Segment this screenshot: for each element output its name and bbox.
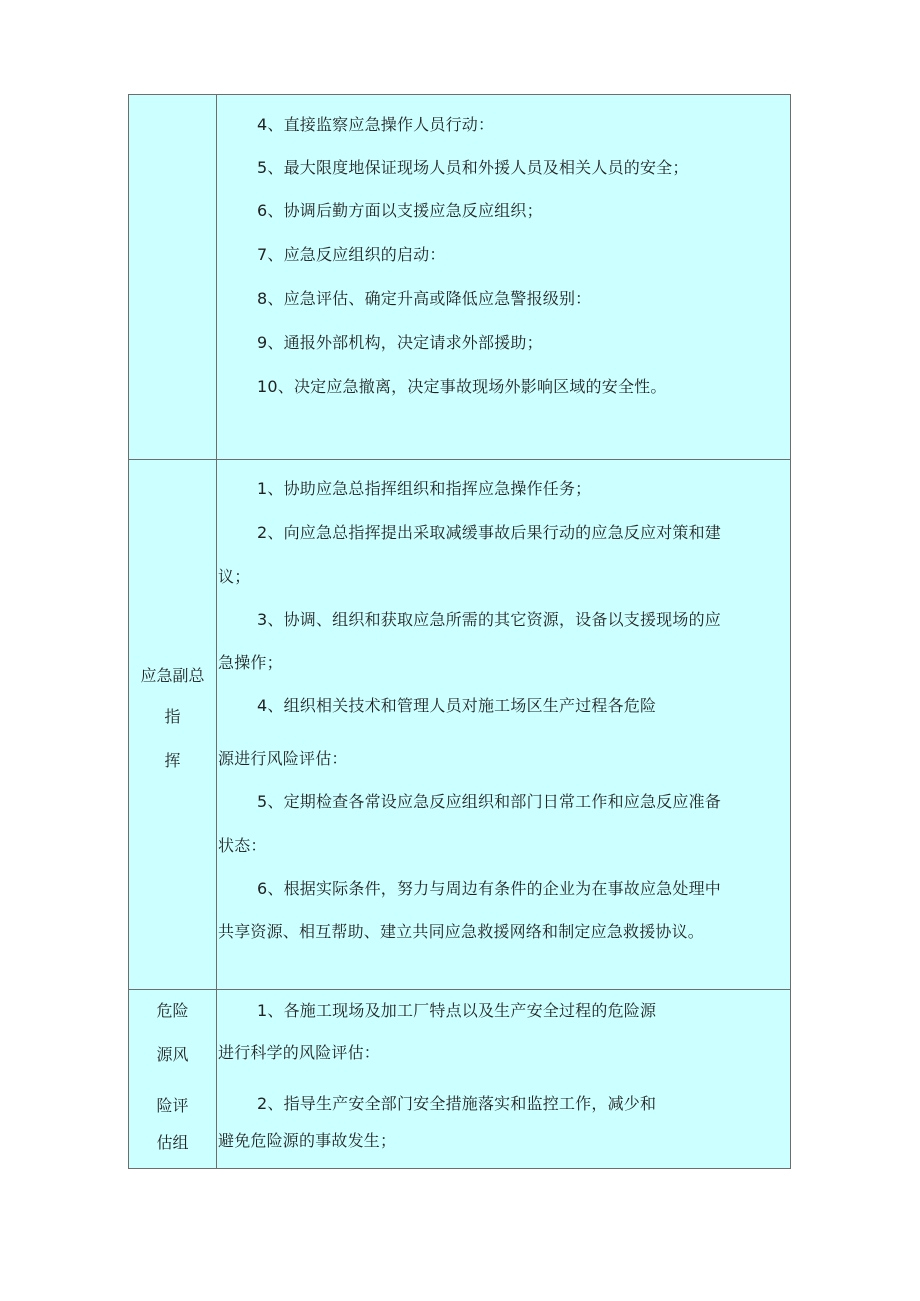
duty-line: 1、各施工现场及加工厂特点以及生产安全过程的危险源 <box>257 1001 657 1020</box>
role-label: 险评 <box>156 1096 189 1115</box>
duty-line: 急操作； <box>218 653 283 672</box>
duty-line: 进行科学的风险评估： <box>218 1043 381 1062</box>
column-divider <box>216 95 217 1168</box>
row-divider <box>129 459 790 460</box>
duty-line: 议； <box>218 567 251 586</box>
duty-line: 避免危险源的事故发生； <box>218 1131 397 1150</box>
duty-line: 2、向应急总指挥提出采取减缓事故后果行动的应急反应对策和建 <box>257 523 721 542</box>
row-divider <box>129 989 790 990</box>
duty-line: 2、指导生产安全部门安全措施落实和监控工作，减少和 <box>257 1094 657 1113</box>
role-label: 应急副总 <box>140 666 205 685</box>
role-label: 指 <box>164 707 181 726</box>
duty-line: 6、根据实际条件，努力与周边有条件的企业为在事故应急处理中 <box>257 879 721 898</box>
duty-line: 1、协助应急总指挥组织和指挥应急操作任务； <box>257 479 592 498</box>
duty-line: 9、通报外部机构，决定请求外部援助； <box>257 333 543 352</box>
duty-line: 8、应急评估、确定升高或降低应急警报级别： <box>257 289 592 308</box>
role-label: 危险 <box>156 1001 189 1020</box>
duty-line: 共享资源、相互帮助、建立共同应急救援网络和制定应急救援协议。 <box>218 922 705 941</box>
duty-line: 源进行风险评估： <box>218 749 348 768</box>
role-label: 源风 <box>156 1045 189 1064</box>
role-label: 估组 <box>156 1133 189 1152</box>
responsibility-table <box>128 94 791 1169</box>
duty-line: 4、组织相关技术和管理人员对施工场区生产过程各危险 <box>257 696 657 715</box>
role-label: 挥 <box>164 751 181 770</box>
duty-line: 7、应急反应组织的启动： <box>257 245 446 264</box>
duty-line: 状态： <box>218 836 267 855</box>
duty-line: 5、定期检查各常设应急反应组织和部门日常工作和应急反应准备 <box>257 792 721 811</box>
duty-line: 6、协调后勤方面以支援应急反应组织； <box>257 201 543 220</box>
duty-line: 4、直接监察应急操作人员行动： <box>257 115 495 134</box>
duty-line: 10、决定应急撤离，决定事故现场外影响区域的安全性。 <box>257 377 667 396</box>
duty-line: 3、协调、组织和获取应急所需的其它资源，设备以支援现场的应 <box>257 610 721 629</box>
duty-line: 5、最大限度地保证现场人员和外援人员及相关人员的安全； <box>257 158 689 177</box>
